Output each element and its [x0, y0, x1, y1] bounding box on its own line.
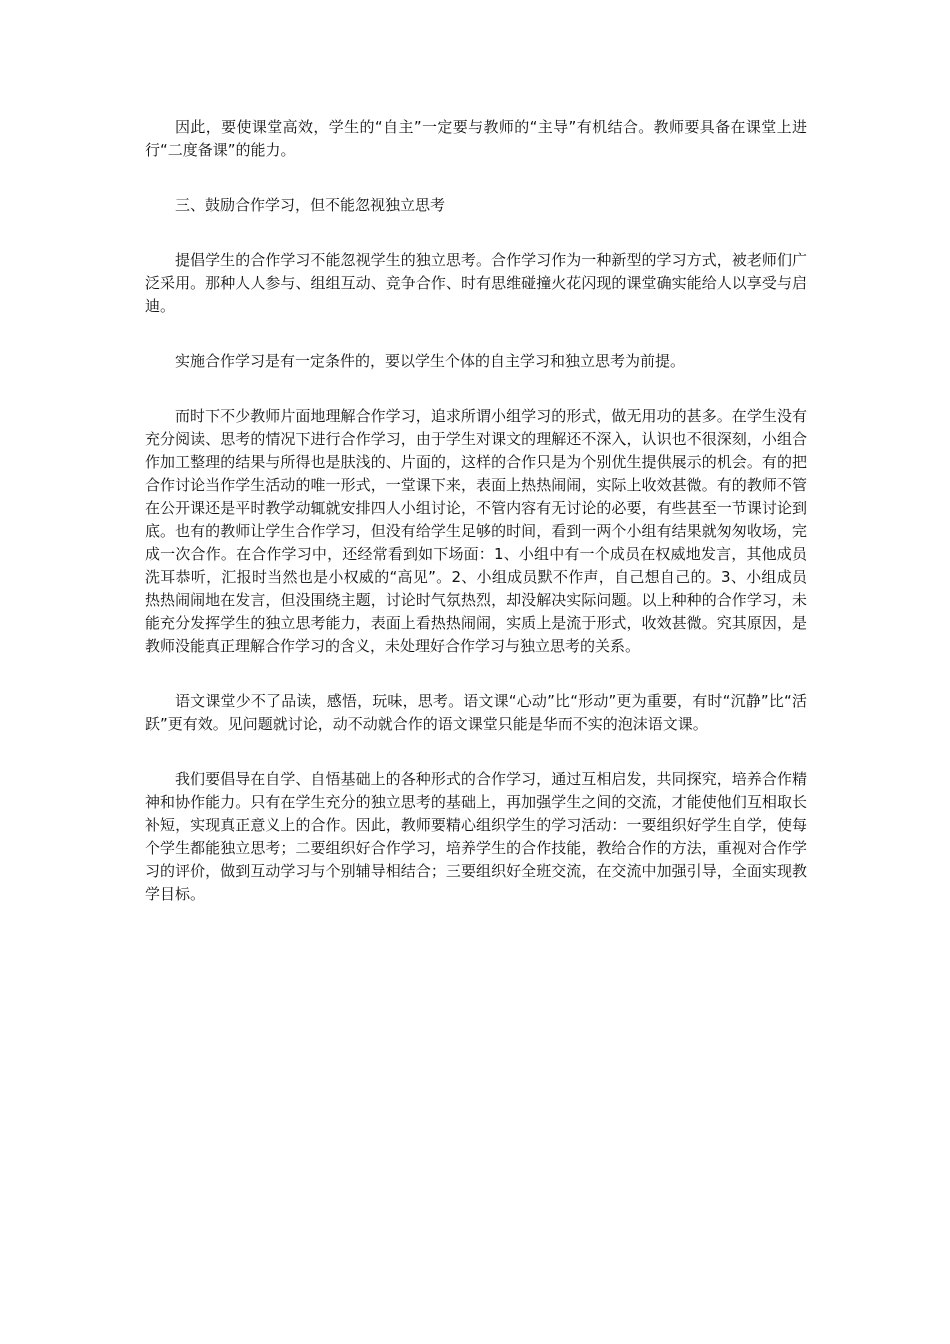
paragraph-precondition: 实施合作学习是有一定条件的，要以学生个体的自主学习和独立思考为前提。: [175, 352, 686, 370]
paragraph-chinese-class: 语文课堂少不了品读，感悟，玩味，思考。语文课“心动”比“形动”更为重要，有时“沉静”比“活跃”更有效。见问题就讨论，动不动就合作的语文课堂只能是华而不实的泡沫语文课。: [145, 692, 807, 733]
paragraph-recommendation: 我们要倡导在自学、自悟基础上的各种形式的合作学习，通过互相启发，共同探究，培养合作精神和协作能力。只有在学生充分的独立思考的基础上，再加强学生之间的交流，才能使他们互相取长补短，实现真正意义上的合作。因此，教师要精心组织学生的学习活动：一要组织好学生自学，使每个学生都能独立思考；二要组织好合作学习，培养学生的合作技能，教给合作的方法，重视对合作学习的评价，做到互动学习与个别辅导相结合；三要组织好全班交流，在交流中加强引导，全面实现教学目标。: [145, 770, 807, 903]
paragraph-conclusion: 因此，要使课堂高效，学生的“自主”一定要与教师的“主导”有机结合。教师要具备在课堂上进行“二度备课”的能力。: [145, 118, 807, 159]
paragraph-advocate-cooperation: 提倡学生的合作学习不能忽视学生的独立思考。合作学习作为一种新型的学习方式，被老师们广泛采用。那种人人参与、组组互动、竞争合作、时有思维碰撞火花闪现的课堂确实能给人以享受与启迪。: [145, 251, 807, 315]
document-body: [145, 116, 807, 938]
section-heading: 三、鼓励合作学习，但不能忽视独立思考: [175, 196, 446, 214]
paragraph-problems: 而时下不少教师片面地理解合作学习，追求所谓小组学习的形式，做无用功的甚多。在学生没有充分阅读、思考的情况下进行合作学习，由于学生对课文的理解还不深入，认识也不很深刻，小组合作加工整理的结果与所得也是肤浅的、片面的，这样的合作只是为个别优生提供展示的机会。有的把合作讨论当作学生活动的唯一形式，一堂课下来，表面上热热闹闹，实际上收效甚微。有的教师不管在公开课还是平时教学动辄就安排四人小组讨论，不管内容有无讨论的必要，有些甚至一节课讨论到底。也有的教师让学生合作学习，但没有给学生足够的时间，看到一两个小组有结果就匆匆收场，完成一次合作。在合作学习中，还经常看到如下场面：1、小组中有一个成员在权威地发言，其他成员洗耳恭听，汇报时当然也是小权威的“高见”。2、小组成员默不作声，自己想自己的。3、小组成员热热闹闹地在发言，但没围绕主题，讨论时气氛热烈，却没解决实际问题。以上种种的合作学习，未能充分发挥学生的独立思考能力，表面上看热热闹闹，实质上是流于形式，收效甚微。究其原因，是教师没能真正理解合作学习的含义，未处理好合作学习与独立思考的关系。: [145, 407, 807, 655]
